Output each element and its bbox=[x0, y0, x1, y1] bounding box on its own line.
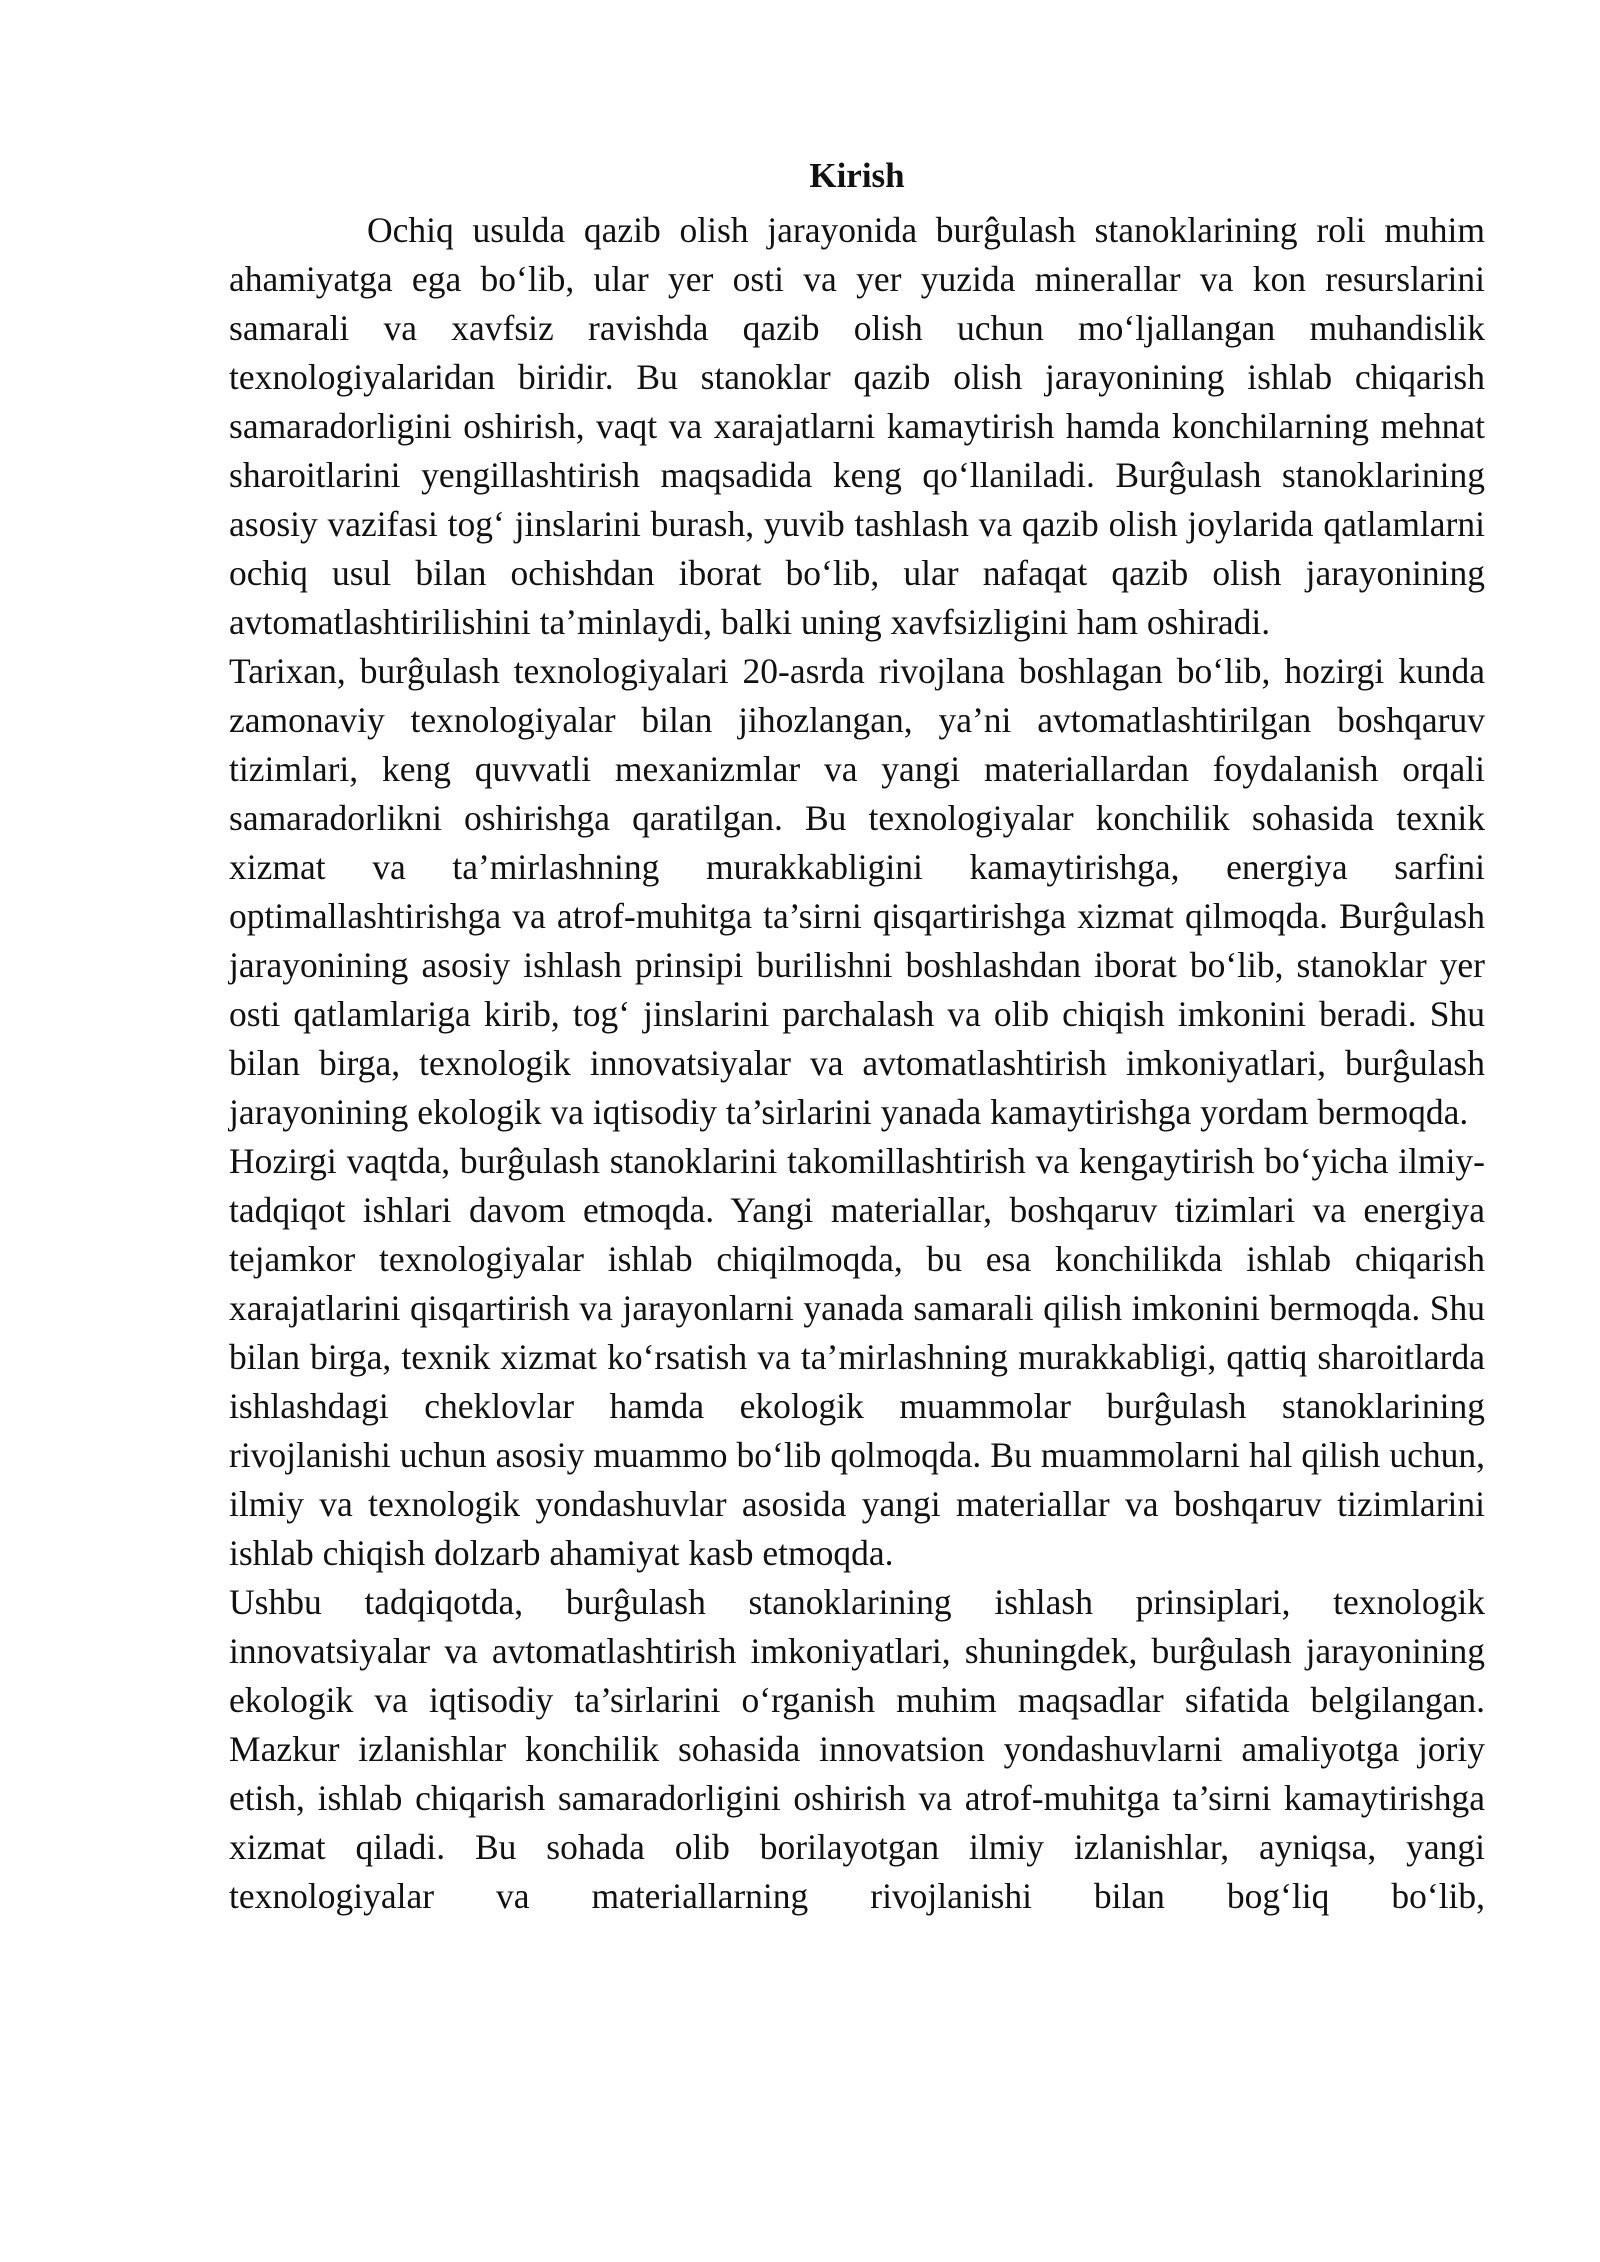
paragraph-study-goals: Ushbu tadqiqotda, burĝulash stanoklarining ishlash prinsiplari, texnologik innovatsiyalar va avtomatlashtirish imkoniyatlari, shuningdek, burĝulash jarayonining ekologik va iqtisodiy ta’sirlarini o‘rganish muhim maqsadlar sifatida belgilangan. Mazkur izlanishlar konchilik sohasida innovatsion yondashuvlarni amaliyotga joriy etish, ishlab chiqarish samaradorligini oshirish va atrof-muhitga ta’sirni kamaytirishga xizmat qiladi. Bu sohada olib borilayotgan ilmiy izlanishlar, ayniqsa, yangi texnologiyalar va materiallarning rivojlanishi bilan bog‘liq bo‘lib, bbox=[229, 1582, 1485, 1916]
page-title: Kirish bbox=[809, 156, 905, 195]
paragraph-history: Tarixan, burĝulash texnologiyalari 20-asrda rivojlana boshlagan bo‘lib, hozirgi kunda zamonaviy texnologiyalar bilan jihozlangan, ya’ni avtomatlashtirilgan boshqaruv tizimlari, keng quvvatli mexanizmlar va yangi materiallardan foydalanish orqali samaradorlikni oshirishga qaratilgan. Bu texnologiyalar konchilik sohasida texnik xizmat va ta’mirlashning murakkabligini kamaytirishga, energiya sarfini optimallashtirishga va atrof-muhitga ta’sirni qisqartirishga xizmat qilmoqda. Burĝulash jarayonining asosiy ishlash prinsipi burilishni boshlashdan iborat bo‘lib, stanoklar yer osti qatlamlariga kirib, tog‘ jinslarini parchalash va olib chiqish imkonini beradi. Shu bilan birga, texnologik innovatsiyalar va avtomatlashtirish imkoniyatlari, burĝulash jarayonining ekologik va iqtisodiy ta’sirlarini yanada kamaytirishga yordam bermoqda. bbox=[229, 651, 1485, 1132]
paragraph-introduction: Ochiq usulda qazib olish jarayonida burĝulash stanoklarining roli muhim ahamiyatga ega bo‘lib, ular yer osti va yer yuzida minerallar va kon resurslarini samarali va xavfsiz ravishda qazib olish uchun mo‘ljallangan muhandislik texnologiyalaridan biridir. Bu stanoklar qazib olish jarayonining ishlab chiqarish samaradorligini oshirish, vaqt va xarajatlarni kamaytirish hamda konchilarning mehnat sharoitlarini yengillashtirish maqsadida keng qo‘llaniladi. Burĝulash stanoklarining asosiy vazifasi tog‘ jinslarini burash, yuvib tashlash va qazib olish joylarida qatlamlarni ochiq usul bilan ochishdan iborat bo‘lib, ular nafaqat qazib olish jarayonining avtomatlashtirilishini ta’minlaydi, balki uning xavfsizligini ham oshiradi. bbox=[229, 210, 1485, 642]
paragraph-current-research: Hozirgi vaqtda, burĝulash stanoklarini takomillashtirish va kengaytirish bo‘yicha ilmiy-tadqiqot ishlari davom etmoqda. Yangi materiallar, boshqaruv tizimlari va energiya tejamkor texnologiyalar ishlab chiqilmoqda, bu esa konchilikda ishlab chiqarish xarajatlarini qisqartirish va jarayonlarni yanada samarali qilish imkonini bermoqda. Shu bilan birga, texnik xizmat ko‘rsatish va ta’mirlashning murakkabligi, qattiq sharoitlarda ishlashdagi cheklovlar hamda ekologik muammolar burĝulash stanoklarining rivojlanishi uchun asosiy muammo bo‘lib qolmoqda. Bu muammolarni hal qilish uchun, ilmiy va texnologik yondashuvlar asosida yangi materiallar va boshqaruv tizimlarini ishlab chiqish dolzarb ahamiyat kasb etmoqda. bbox=[229, 1141, 1485, 1573]
document-body bbox=[229, 146, 1485, 1921]
